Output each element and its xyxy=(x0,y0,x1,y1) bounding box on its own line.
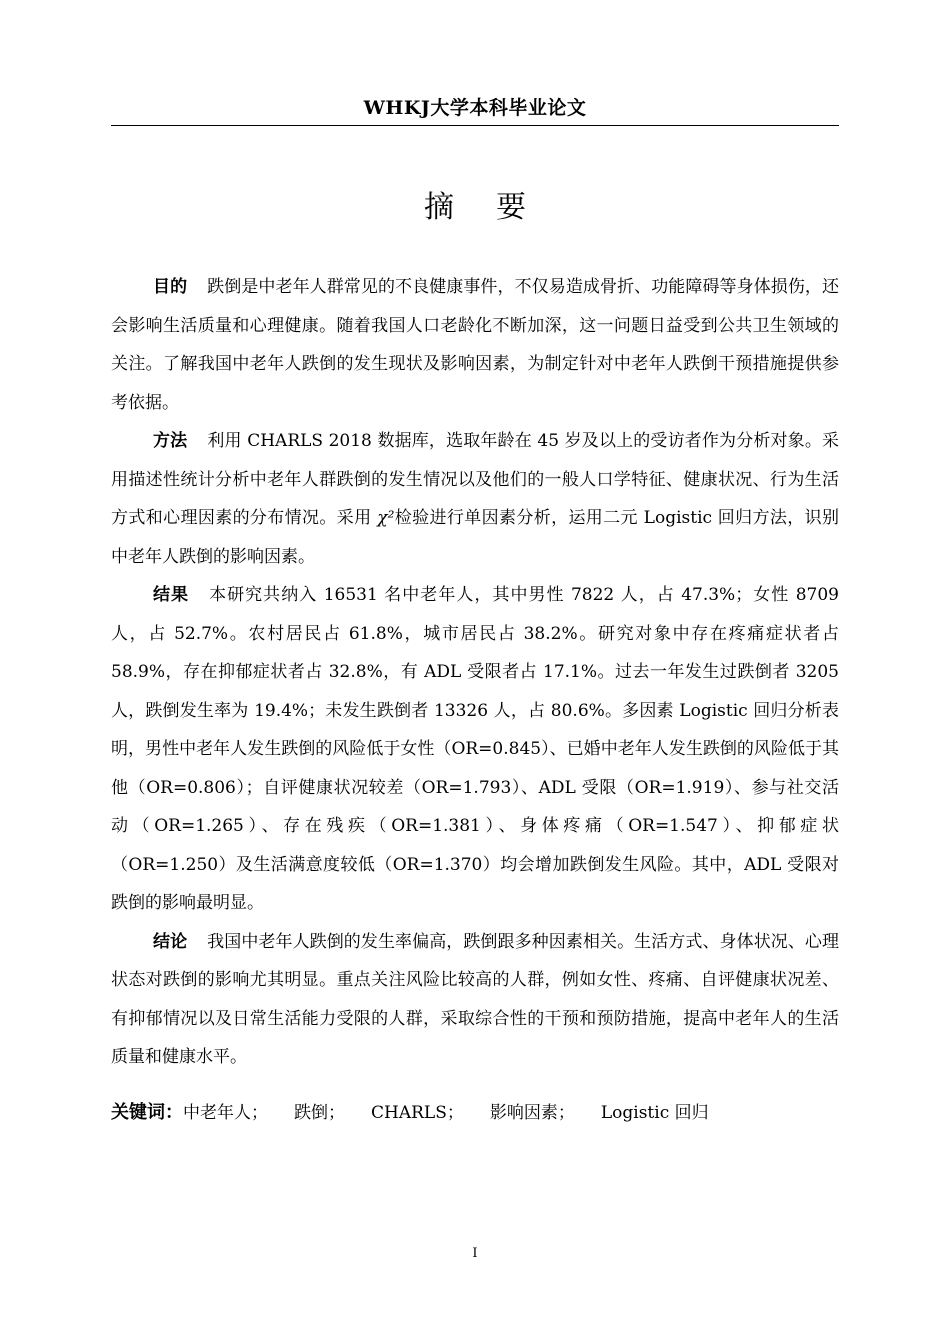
chi-square-symbol: χ² xyxy=(377,508,395,528)
keyword-item: 中老年人； xyxy=(183,1103,268,1123)
results-label: 结果 xyxy=(153,585,190,605)
conclusion-label: 结论 xyxy=(153,931,188,952)
methods-text-before: 利用 CHARLS 2018 数据库，选取年龄在 45 岁及以上的受访者作为分析对象。采用描述性统计分析中老年人群跌倒的发生情况以及他们的一般人口学特征、健康状况、行为生活方式和心理因素的分布情况。采用 xyxy=(111,431,840,528)
keyword-item: 跌倒； xyxy=(294,1103,345,1123)
results-text: 本研究共纳入 16531 名中老年人，其中男性 7822 人，占 47.3%；女性 8709 人，占 52.7%。农村居民占 61.8%，城市居民占 38.2%。研究对象中存在疼痛症状者占 58.9%，存在抑郁症状者占 32.8%，有 ADL 受限者占 17.1%。过去一年发生过跌倒者 3205 人，跌倒发生率为 19.4%；未发生跌倒者 13326 人，占 80.6%。多因素 Logistic 回归分析表明，男性中老年人发生跌倒的风险低于女性（OR=0.845）、已婚中老年人发生跌倒的风险低于其他（OR=0.806）；自评健康状况较差（OR=1.793）、ADL 受限（OR=1.919）、参与社交活动（OR=1.265）、存在残疾（OR=1.381）、身体疼痛（OR=1.547）、抑郁症状（OR=1.250）及生活满意度较低（OR=1.370）均会增加跌倒发生风险。其中，ADL 受限对跌倒的影响最明显。 xyxy=(111,585,840,913)
results-paragraph xyxy=(111,576,839,923)
purpose-text: 跌倒是中老年人群常见的不良健康事件，不仅易造成骨折、功能障碍等身体损伤，还会影响生活质量和心理健康。随着我国人口老龄化不断加深，这一问题日益受到公共卫生领域的关注。了解我国中老年人跌倒的发生现状及影响因素，为制定针对中老年人跌倒干预措施提供参考依据。 xyxy=(111,277,840,413)
conclusion-text: 我国中老年人跌倒的发生率偏高，跌倒跟多种因素相关。生活方式、身体状况、心理状态对跌倒的影响尤其明显。重点关注风险比较高的人群，例如女性、疼痛、自评健康状况差、有抑郁情况以及日常生活能力受限的人群，采取综合性的干预和预防措施，提高中老年人的生活质量和健康水平。 xyxy=(111,931,840,1067)
keywords-label: 关键词： xyxy=(111,1102,183,1123)
methods-text-after: 检验进行单因素分析，运用二元 Logistic 回归方法，识别中老年人跌倒的影响因素。 xyxy=(111,508,840,567)
keyword-item: 影响因素； xyxy=(489,1103,575,1123)
keyword-item: CHARLS； xyxy=(371,1103,464,1123)
methods-label: 方法 xyxy=(153,431,188,451)
abstract-title: 摘要 xyxy=(424,190,568,225)
abstract-body xyxy=(111,268,839,1077)
purpose-paragraph xyxy=(111,268,839,422)
header-divider xyxy=(111,125,839,126)
keywords-line xyxy=(111,1094,839,1132)
purpose-label: 目的 xyxy=(153,277,188,297)
page-number: I xyxy=(472,1246,478,1261)
conclusion-paragraph xyxy=(111,923,839,1077)
document-header-title: WHKJ大学本科毕业论文 xyxy=(363,97,587,119)
keyword-item: Logistic 回归 xyxy=(600,1103,709,1123)
methods-paragraph xyxy=(111,422,839,576)
